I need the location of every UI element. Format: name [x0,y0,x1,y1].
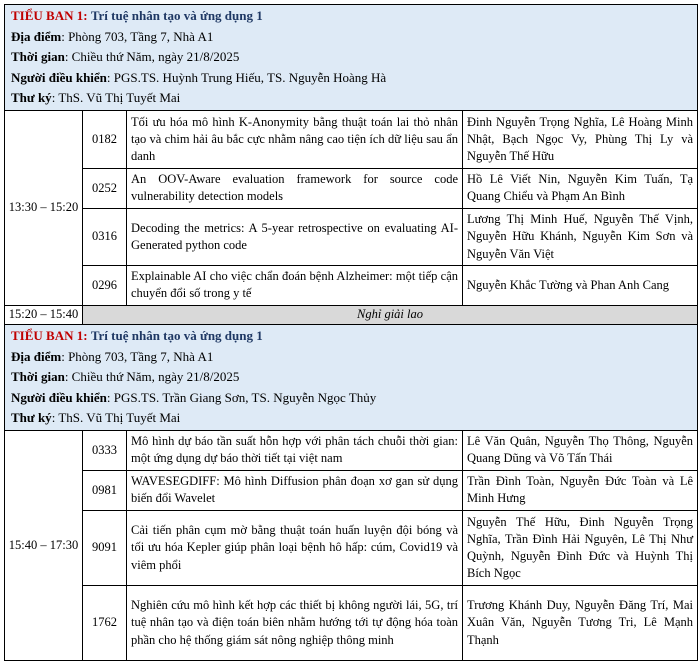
chair-value: : PGS.TS. Huỳnh Trung Hiếu, TS. Nguyễn Hoàng Hà [106,69,387,85]
paper-authors: Lê Văn Quân, Nguyễn Thọ Thông, Nguyễn Quang Dũng và Võ Tấn Thái [463,430,698,470]
paper-authors: Lương Thị Minh Huế, Nguyễn Thế Vịnh, Nguyễn Hữu Khánh, Nguyễn Kim Sơn và Nguyễn Văn Việt [463,208,698,265]
paper-row [5,430,698,470]
paper-row [5,168,698,208]
session-label: TIỂU BAN 1: [11,327,88,343]
secretary-line [5,88,697,110]
session-name: Trí tuệ nhân tạo và ứng dụng 1 [90,327,263,343]
session-title-line [5,5,697,27]
paper-title: WAVESEGDIFF: Mô hình Diffusion phân đoạn xơ gan sử dụng biến đổi Wavelet [127,470,463,510]
paper-code: 0316 [83,208,127,265]
paper-authors: Trương Khánh Duy, Nguyễn Đăng Trí, Mai Xuân Văn, Nguyễn Tương Tri, Lê Mạnh Thạnh [463,585,698,660]
paper-authors: Nguyễn Khắc Tường và Phan Anh Cang [463,265,698,305]
paper-row [5,208,698,265]
paper-title: Tối ưu hóa mô hình K-Anonymity bằng thuật toán lai thỏ nhân tạo và chim hải âu bắc cực nhằm nâng cao tiện ích dữ liệu sau ẩn danh [127,110,463,168]
paper-authors: Hồ Lê Viết Nin, Nguyễn Kim Tuấn, Tạ Quang Chiểu và Phạm An Bình [463,168,698,208]
break-time-range: 15:20 – 15:40 [5,305,83,324]
paper-code: 0296 [83,265,127,305]
schedule-document [4,4,697,661]
paper-title: Cải tiến phân cụm mờ bằng thuật toán huấn luyện đội bóng và tối ưu hóa Kepler giúp phân loại bệnh hô hấp: cúm, Covid19 và viêm phổi [127,510,463,585]
session-name: Trí tuệ nhân tạo và ứng dụng 1 [90,8,263,23]
chair-line [5,388,697,409]
location-label: Địa điểm [11,348,62,364]
chair-label: Người điều khiển [11,389,107,405]
break-row [5,305,698,324]
location-value: : Phòng 703, Tầng 7, Nhà A1 [61,28,214,44]
location-line [5,27,697,48]
secretary-value: : ThS. Vũ Thị Tuyết Mai [51,410,181,426]
secretary-line [5,408,697,430]
paper-title: Mô hình dự báo tần suất hỗn hợp với phân tách chuỗi thời gian: một ứng dụng dự báo thời tiết tại việt nam [127,430,463,470]
paper-row [5,265,698,305]
session-time-range: 13:30 – 15:20 [5,110,83,305]
time-label: Thời gian [11,369,65,385]
paper-authors: Nguyễn Thế Hữu, Đinh Nguyễn Trọng Nghĩa, Trần Đình Hải Nguyên, Lê Thị Như Quỳnh, Nguyễn Đình Đức và Huỳnh Thị Bích Ngọc [463,510,698,585]
location-value: : Phòng 703, Tầng 7, Nhà A1 [61,348,214,364]
break-label: Nghỉ giải lao [83,305,698,324]
paper-authors: Đinh Nguyễn Trọng Nghĩa, Lê Hoàng Minh Nhật, Bạch Ngọc Vy, Phùng Thị Ly và Nguyễn Thế Hữu [463,110,698,168]
session-time-range: 15:40 – 17:30 [5,430,83,660]
time-line [5,47,697,68]
chair-label: Người điều khiển [11,69,107,85]
paper-code: 1762 [83,585,127,660]
secretary-label: Thư ký [11,90,52,106]
time-label: Thời gian [11,49,65,65]
paper-code: 0333 [83,430,127,470]
chair-line [5,68,697,89]
location-label: Địa điểm [11,28,62,44]
session-label: TIỂU BAN 1: [11,8,88,23]
session-header [5,324,698,430]
secretary-value: : ThS. Vũ Thị Tuyết Mai [51,90,181,106]
paper-code: 0252 [83,168,127,208]
chair-value: : PGS.TS. Trần Giang Sơn, TS. Nguyễn Ngọc Thủy [106,389,377,405]
session-header-cell [5,5,698,111]
paper-title: Explainable AI cho việc chẩn đoán bệnh Alzheimer: một tiếp cận chuyển đổi số trong y tế [127,265,463,305]
schedule-table [4,4,698,661]
session-header-cell [5,324,698,430]
time-line [5,367,697,388]
paper-title: An OOV-Aware evaluation framework for source code vulnerability detection models [127,168,463,208]
paper-title: Nghiên cứu mô hình kết hợp các thiết bị không người lái, 5G, trí tuệ nhân tạo và điện toán biên nhằm hướng tới tự động hóa toàn phần cho hệ thống giám sát nông nghiệp thông minh [127,585,463,660]
paper-row [5,110,698,168]
paper-authors: Trần Đình Toàn, Nguyễn Đức Toàn và Lê Minh Hưng [463,470,698,510]
paper-code: 0182 [83,110,127,168]
paper-code: 0981 [83,470,127,510]
paper-title: Decoding the metrics: A 5-year retrospective on evaluating AI-Generated python code [127,208,463,265]
session-title-line [5,325,697,347]
paper-row [5,510,698,585]
session-header [5,5,698,111]
time-value: : Chiều thứ Năm, ngày 21/8/2025 [64,49,240,65]
time-value: : Chiều thứ Năm, ngày 21/8/2025 [64,369,240,385]
secretary-label: Thư ký [11,410,52,426]
paper-row [5,585,698,660]
paper-row [5,470,698,510]
location-line [5,347,697,368]
paper-code: 9091 [83,510,127,585]
